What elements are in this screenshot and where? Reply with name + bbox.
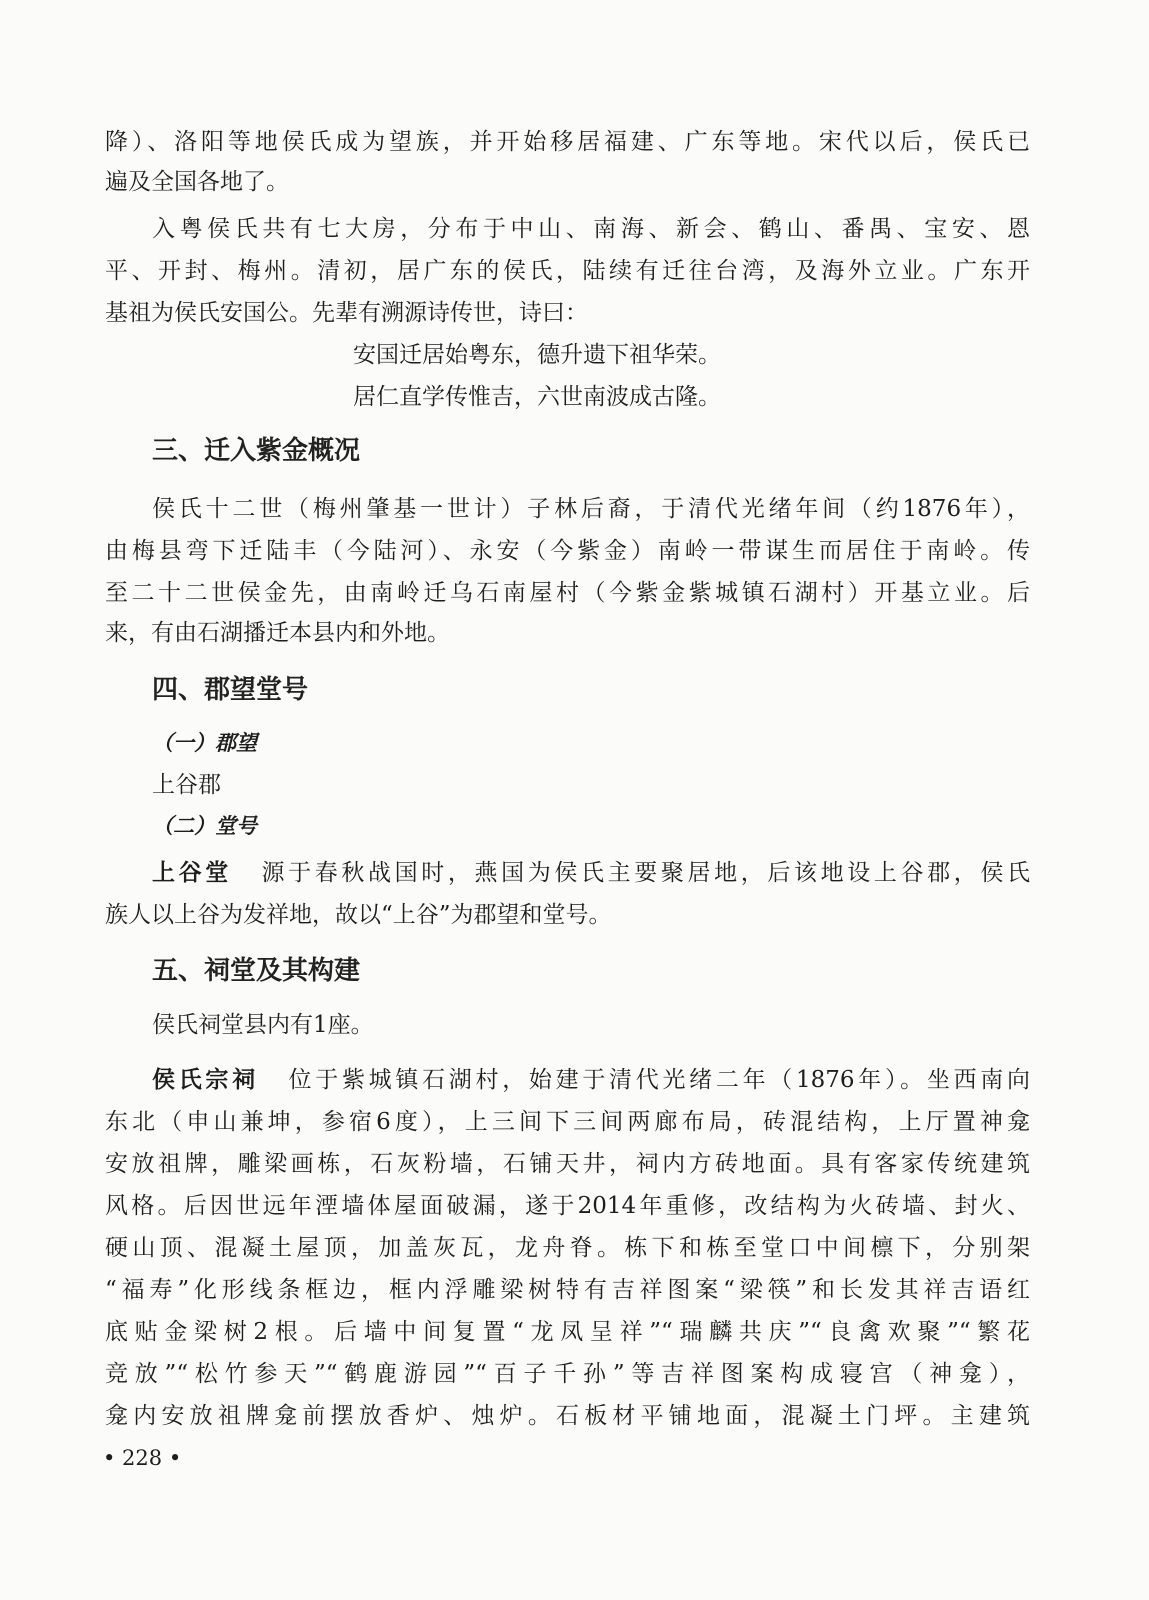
- poem-line: 居仁直学传惟吉，六世南波成古隆。: [353, 384, 721, 410]
- text-line: 底贴金梁树2根。后墙中间复置“龙凤呈祥”“瑞麟共庆”“良禽欢聚”“繁花: [105, 1319, 1030, 1345]
- text-line: 至二十二世侯金先，由南岭迁乌石南屋村（今紫金紫城镇石湖村）开基立业。后: [105, 580, 1030, 606]
- subheading: （一）郡望: [152, 730, 257, 755]
- temple-description: 位于紫城镇石湖村，始建于清代光绪二年（1876年）。坐西南向: [284, 1067, 1030, 1093]
- text-line: 遍及全国各地了。: [105, 169, 289, 195]
- text-line: [152, 1060, 1030, 1100]
- text-line: 由梅县弯下迁陆丰（今陆河）、永安（今紫金）南岭一带谋生而居住于南岭。传: [105, 538, 1030, 564]
- text-line: 族人以上谷为发祥地，故以“上谷”为郡望和堂号。: [105, 902, 612, 928]
- text-line: 侯氏十二世（梅州肇基一世计）子林后裔，于清代光绪年间（约1876年），: [152, 496, 1030, 522]
- text-line: 竞放”“松竹参天”“鹤鹿游园”“百子千孙”等吉祥图案构成寝宫（神龛），: [105, 1361, 1030, 1387]
- text-line: 侯氏祠堂县内有1座。: [152, 1012, 374, 1038]
- temple-name: 侯氏宗祠: [152, 1067, 259, 1093]
- text-line: 来，有由石湖播迁本县内和外地。: [105, 620, 450, 646]
- text-line: 基祖为侯氏安国公。先辈有溯源诗传世，诗曰：: [105, 300, 588, 326]
- text-line: 平、开封、梅州。清初，居广东的侯氏，陆续有迁往台湾，及海外立业。广东开: [105, 258, 1030, 284]
- page-number: • 228 •: [103, 1446, 182, 1470]
- hall-description: 源于春秋战国时，燕国为侯氏主要聚居地，后该地设上谷郡，侯氏: [257, 860, 1030, 886]
- section-heading: 四、郡望堂号: [152, 675, 309, 705]
- text-line: 安放祖牌，雕梁画栋，石灰粉墙，石铺天井，祠内方砖地面。具有客家传统建筑: [105, 1151, 1030, 1177]
- text-line: 降）、洛阳等地侯氏成为望族，并开始移居福建、广东等地。宋代以后，侯氏已: [105, 129, 1030, 155]
- text-line: 龛内安放祖牌龛前摆放香炉、烛炉。石板材平铺地面，混凝土门坪。主建筑: [105, 1403, 1030, 1429]
- hall-name: 上谷堂: [152, 860, 232, 886]
- text-line: [152, 853, 1030, 893]
- subheading: （二）堂号: [152, 813, 257, 838]
- text-line: 东北（申山兼坤，参宿6度），上三间下三间两廊布局，砖混结构，上厅置神龛: [105, 1109, 1030, 1135]
- text-line: 风格。后因世远年湮墙体屋面破漏，遂于2014年重修，改结构为火砖墙、封火、: [105, 1193, 1030, 1219]
- text-line: 硬山顶、混凝土屋顶，加盖灰瓦，龙舟脊。栋下和栋至堂口中间檩下，分别架: [105, 1235, 1030, 1261]
- text-line: “福寿”化形线条框边，框内浮雕梁树特有吉祥图案“梁筷”和长发其祥吉语红: [105, 1277, 1030, 1303]
- section-heading: 三、迁入紫金概况: [152, 436, 361, 466]
- text-line: 入粤侯氏共有七大房，分布于中山、南海、新会、鹤山、番禺、宝安、恩: [152, 216, 1030, 242]
- section-heading: 五、祠堂及其构建: [152, 956, 361, 986]
- poem-line: 安国迁居始粤东，德升遗下祖华荣。: [353, 342, 721, 368]
- commandery-text: 上谷郡: [152, 772, 221, 798]
